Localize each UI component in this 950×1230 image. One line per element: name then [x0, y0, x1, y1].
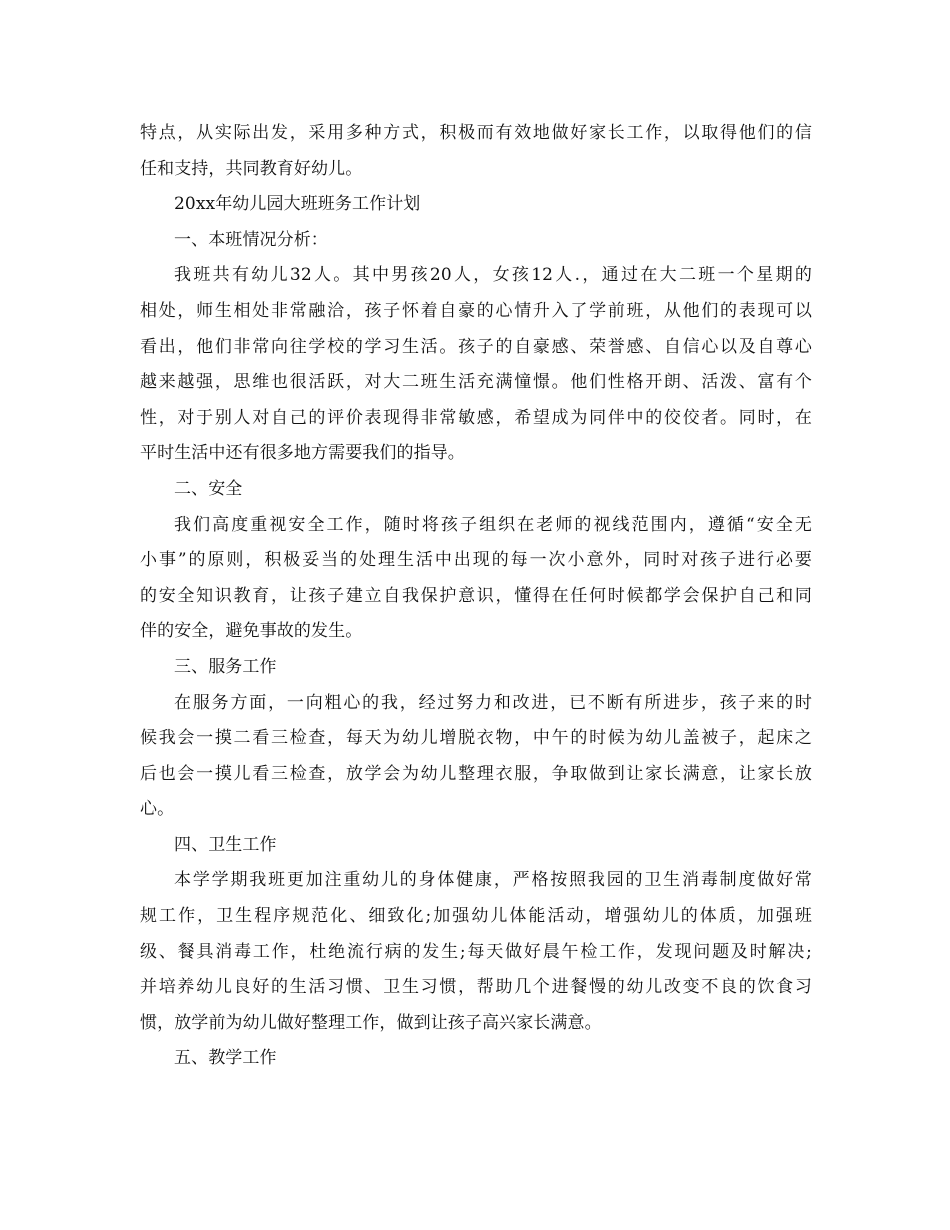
text-line: 任和支持，共同教育好幼儿。	[140, 158, 363, 179]
text-line: 惯，放学前为幼儿做好整理工作，做到让孩子高兴家长满意。	[140, 1012, 602, 1033]
text-line: 四、卫生工作	[174, 834, 277, 855]
text-line: 级、餐具消毒工作，杜绝流行病的发生;每天做好晨午检工作，发现问题及时解决;	[140, 941, 812, 962]
text-line: 并培养幼儿良好的生活习惯、卫生习惯，帮助几个进餐慢的幼儿改变不良的饮食习	[140, 977, 812, 998]
text-line: 候我会一摸二看三检查，每天为幼儿增脱衣物，中午的时候为幼儿盖被子，起床之	[140, 728, 812, 749]
text-line: 相处，师生相处非常融洽，孩子怀着自豪的心情升入了学前班，从他们的表现可以	[140, 300, 812, 321]
body-text	[140, 116, 812, 1077]
text-line: 20xx年幼儿园大班班务工作计划	[174, 194, 421, 215]
text-line: 本学学期我班更加注重幼儿的身体健康，严格按照我园的卫生消毒制度做好常	[174, 870, 812, 891]
text-line: 规工作，卫生程序规范化、细致化;加强幼儿体能活动，增强幼儿的体质，加强班	[140, 906, 812, 927]
text-line: 心。	[140, 799, 175, 820]
text-line: 伴的安全，避免事故的发生。	[140, 621, 363, 642]
text-line: 性，对于别人对自己的评价表现得非常敏感，希望成为同伴中的佼佼者。同时，在	[140, 407, 812, 428]
text-line: 五、教学工作	[174, 1048, 277, 1069]
text-line: 二、安全	[174, 478, 243, 499]
text-line: 我班共有幼儿32人。其中男孩20人，女孩12人.，通过在大二班一个星期的	[174, 265, 812, 286]
text-line: 一、本班情况分析：	[174, 229, 328, 250]
text-line: 小事”的原则，积极妥当的处理生活中出现的每一次小意外，同时对孩子进行必要	[140, 550, 812, 571]
text-line: 特点，从实际出发，采用多种方式，积极而有效地做好家长工作，以取得他们的信	[140, 123, 812, 143]
text-line: 的安全知识教育，让孩子建立自我保护意识，懂得在任何时候都学会保护自己和同	[140, 585, 812, 606]
text-line: 越来越强，思维也很活跃，对大二班生活充满憧憬。他们性格开朗、活泼、富有个	[140, 372, 812, 393]
text-line: 三、服务工作	[174, 656, 277, 677]
text-line: 看出，他们非常向往学校的学习生活。孩子的自豪感、荣誉感、自信心以及自尊心	[140, 336, 812, 357]
text-line: 在服务方面，一向粗心的我，经过努力和改进，已不断有所进步，孩子来的时	[174, 692, 812, 713]
text-line: 我们高度重视安全工作，随时将孩子组织在老师的视线范围内，遵循“安全无	[174, 514, 812, 535]
text-line: 后也会一摸儿看三检查，放学会为幼儿整理衣服，争取做到让家长满意，让家长放	[140, 763, 812, 784]
text-line: 平时生活中还有很多地方需要我们的指导。	[140, 443, 465, 464]
